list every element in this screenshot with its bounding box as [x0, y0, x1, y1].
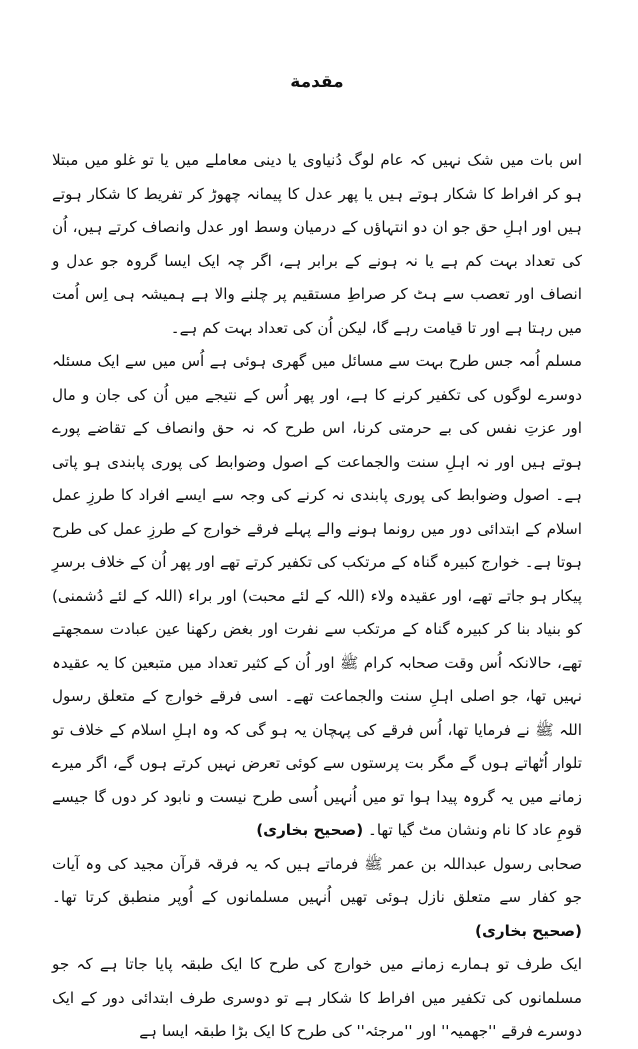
page-heading: مقدمة [290, 72, 344, 92]
paragraph-3-text: صحابی رسول عبداللہ بن عمر ﷺ فرماتے ہیں کہ یہ فرقہ قرآن مجید کی وہ آیات جو کفار سے متعلق نازل ہوئی تھیں اُنہیں مسلمانوں کے اُوپر منطبق کرتا تھا۔ [52, 854, 582, 906]
paragraph-1 [52, 144, 582, 345]
paragraph-2-reference: (صحیح بخاری) [256, 821, 364, 839]
paragraph-1-text: اس بات میں شک نہیں کہ عام لوگ دُنیاوی یا دینی معاملے میں یا تو غلو میں مبتلا ہو کر افراط کا شکار ہوتے ہیں یا پھر عدل کا پیمانہ چھوڑ کر تفریط کا شکار ہوتے ہیں اور اہلِ حق جو ان دو انتہاؤں کے درمیان وسط اور عدل وانصاف کرتے ہیں، اُن کی تعداد بہت کم ہے یا نہ ہونے کے برابر ہے، اگر چہ ایک ایسا گروہ جو عدل و انصاف اور تعصب سے ہٹ کر صراطِ مستقیم پر چلنے والا ہے ہمیشہ ہی اِس اُمت میں رہتا ہے اور تا قیامت رہے گا، لیکن اُن کی تعداد بہت کم ہے۔ [52, 151, 582, 337]
document-body [52, 144, 582, 1049]
paragraph-3 [52, 848, 582, 949]
paragraph-2 [52, 345, 582, 848]
paragraph-4-text: ایک طرف تو ہمارے زمانے میں خوارج کی طرح کا ایک طبقہ پایا جاتا ہے کہ جو مسلمانوں کی تکفیر میں افراط کا شکار ہے تو دوسری طرف ابتدائی دور کے ایک دوسرے فرقے ''جھمیہ'' اور ''مرجئہ'' کی طرح کا ایک بڑا طبقہ ایسا ہے [52, 955, 582, 1040]
paragraph-4 [52, 948, 582, 1049]
paragraph-2-text: مسلم اُمہ جس طرح بہت سے مسائل میں گھری ہوئی ہے اُس میں سے ایک مسئلہ دوسرے لوگوں کی تکفیر کرنے کا ہے، اور پھر اُس کے نتیجے میں اُن کی جان و مال اور عزتِ نفس کی بے حرمتی کرنا، اس طرح کہ نہ حق وانصاف کے تقاضے پورے ہوتے ہیں اور نہ اہلِ سنت والجماعت کے اصول وضوابط کی پوری پابندی ہو پاتی ہے۔ اصول وضوابط کی پوری پابندی نہ کرنے کی وجہ سے ایسے افراد کا طرزِ عمل اسلام کے ابتدائی دور میں رونما ہونے والے پہلے فرقے خوارج کے طرزِ عمل کی طرح ہوتا ہے۔ خوارج کبیرہ گناہ کے مرتکب کی تکفیر کرتے تھے اور پھر اُن کے خلاف برسرِ پیکار ہو جاتے تھے، اور عقیدہ ولاء (اللہ کے لئے محبت) اور براء (اللہ کے لئے دُشمنی) کو بنیاد بنا کر کبیرہ گناہ کے مرتکب سے نفرت اور بغض رکھنا عین عبادت سمجھتے تھے، حالانکہ اُس وقت صحابہ کرام ﷺ اور اُن کے کثیر تعداد میں متبعین کا یہ عقیدہ نہیں تھا، جو اصلی اہلِ سنت والجماعت تھے۔ اسی فرقے خوارج کے متعلق رسول اللہ ﷺ نے فرمایا تھا، اُس فرقے کی پہچان یہ ہو گی کہ وہ اہلِ اسلام کے خلاف تو تلوار اُٹھاتے ہوں گے مگر بت پرستوں سے کوئی تعرض نہیں کرتے ہوں گے، اگر میرے زمانے میں یہ گروہ پیدا ہوا تو میں اُنہیں اُسی طرح نیست و نابود کر دوں گا جیسے قومِ عاد کا نام ونشان مٹ گیا تھا۔ [52, 352, 582, 839]
paragraph-3-reference: (صحیح بخاری) [475, 921, 582, 940]
